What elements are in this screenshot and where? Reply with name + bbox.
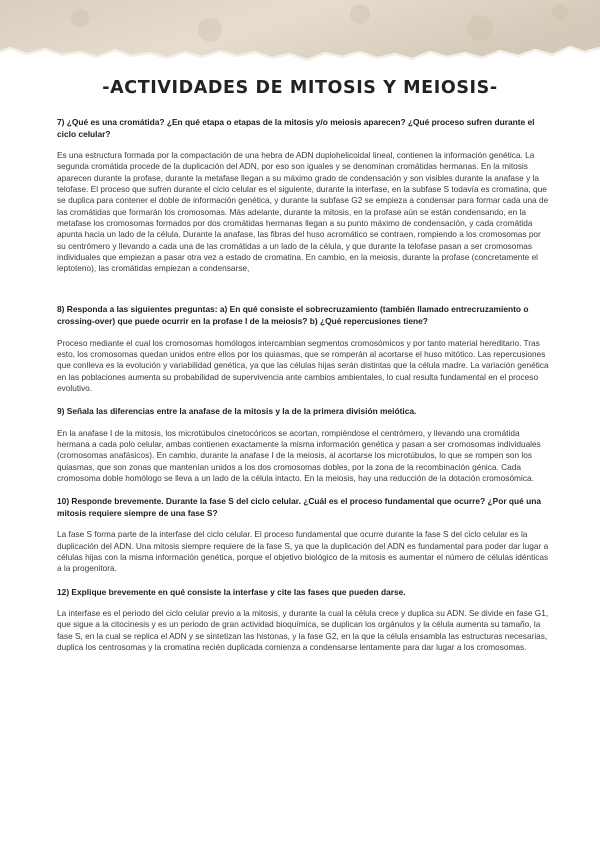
- answer-8: Proceso mediante el cual los cromosomas homólogos intercambian segmentos cromosómicos y por tanto material hereditario. Tras esto, los cromosomas quedan unidos entre ellos por los quiasmas, que se romperán al acortarse el huso mitótico. Las repercusiones que conlleva es la evolución y variabilidad genética, ya que las células hijas serán distintas que la célula madre. La variación genética en las poblaciones aumenta su probabilidad de supervivencia ante cambios ambientales, lo cual resulta fundamental en el proceso evolutivo.: [57, 337, 549, 393]
- torn-paper-banner: [0, 0, 600, 70]
- activities-content: [57, 117, 551, 669]
- activity-9: [57, 406, 551, 484]
- activity-7: [57, 117, 551, 274]
- answer-12: La interfase es el periodo del ciclo celular previo a la mitosis, y durante la cual la célula crece y duplica su ADN. Se divide en fase G1, que sigue a la citocinesis y es un periodo de gran actividad bioquímica, se duplican los orgánulos y la célula aumenta su tamaño, la fase S, en la cual se replica el ADN y se sintetizan las histonas, y la fase G2, en la que la célula ensambla las estructuras necesarias, duplica los centrosomas y la cromatina recién duplicada comienza a condensarse lentamente para dar lugar a los cromosomas.: [57, 608, 549, 653]
- answer-7: Es una estructura formada por la compactación de una hebra de ADN duplohelicoidal lineal, contienen la información genética. La segunda cromátida procede de la duplicación del ADN, por eso son iguales y se denominan cromátidas hermanas. En la mitosis aparecen durante la profase, durante la metafase llegan a su máximo grado de condensación y son visibles durante la anafase y la telofase. El proceso que sufren durante el ciclo celular es el siguiente, durante la interfase, en la subfase S todavía es cromatina, que se duplica para contener el doble de información genética, y durante la subfase G2 se empieza a condensar para formar cada una de las cromátidas que formarán los cromosomas. Más adelante, durante la mitosis, en la profase aún se están condensando, en la metafase los cromosomas formados por dos cromátidas hermanas llegan a su punto máximo de condensación, y cada cromátida apunta hacia un lado de la célula. Durante la anafase, las fibras del huso acromático se contraen, rompiendo a los cromosomas por su centrómero y llevando a cada una de las cromátidas a un lado de la célula, y que durante la telofase pasan a ser cromosomas individuales que empiezan a pasar otra vez a estado de cromatina. En cambio, en la meiosis, durante la profase (concretamente el leptoteno), las cromátidas empiezan a condensarse,: [57, 150, 549, 274]
- question-9: 9) Señala las diferencias entre la anafase de la mitosis y la de la primera división meiótica.: [57, 406, 417, 417]
- answer-10: La fase S forma parte de la interfase del ciclo celular. El proceso fundamental que ocurre durante la fase S del ciclo celular es la duplicación del ADN. Una mitosis siempre requiere de la fase S, ya que la duplicación del ADN es fundamental para poder dar lugar a células hijas con la misma información genética, porque el objetivo biológico de la mitosis es aumentar el número de células idénticas a la progenitora.: [57, 529, 549, 574]
- page-title: -ACTIVIDADES DE MITOSIS Y MEIOSIS-: [102, 78, 498, 98]
- question-7: 7) ¿Qué es una cromátida? ¿En qué etapa o etapas de la mitosis y/o meiosis aparecen? ¿Qué proceso sufren durante el ciclo celular?: [57, 117, 535, 139]
- activity-8: [57, 304, 551, 394]
- activity-12: [57, 587, 551, 654]
- activity-10: [57, 496, 551, 574]
- question-12: 12) Explique brevemente en qué consiste la interfase y cite las fases que pueden darse.: [57, 586, 406, 597]
- question-10: 10) Responde brevemente. Durante la fase S del ciclo celular. ¿Cuál es el proceso fundamental que ocurre? ¿Por qué una mitosis requiere siempre de una fase S?: [57, 496, 542, 518]
- answer-9: En la anafase I de la mitosis, los microtúbulos cinetocóricos se acortan, rompiéndose el centrómero, y llevando una cromátida hermana a cada polo celular, ambas contienen exactamente la misma información genética y pasan a ser cromosomas individuales (cromosomas anafásicos). En cambio, durante la anafase I de la meiosis, al acortarse los microtúbulos, lo que se rompen son los quiasmas, que son zonas que mantenían unidos a los dos cromosomas dobles, por la zona de la recombinación génica. Cada cromosoma doble homólogo se lleva a un lado de la célula intacto. En la meiosis, hay una reducción de la dotación cromosómica.: [57, 427, 541, 483]
- question-8: 8) Responda a las siguientes preguntas: a) En qué consiste el sobrecruzamiento (también llamado entrecruzamiento o crossing-over) que puede ocurrir en la profase I de la meiosis? b) ¿Qué repercusiones tiene?: [57, 304, 529, 327]
